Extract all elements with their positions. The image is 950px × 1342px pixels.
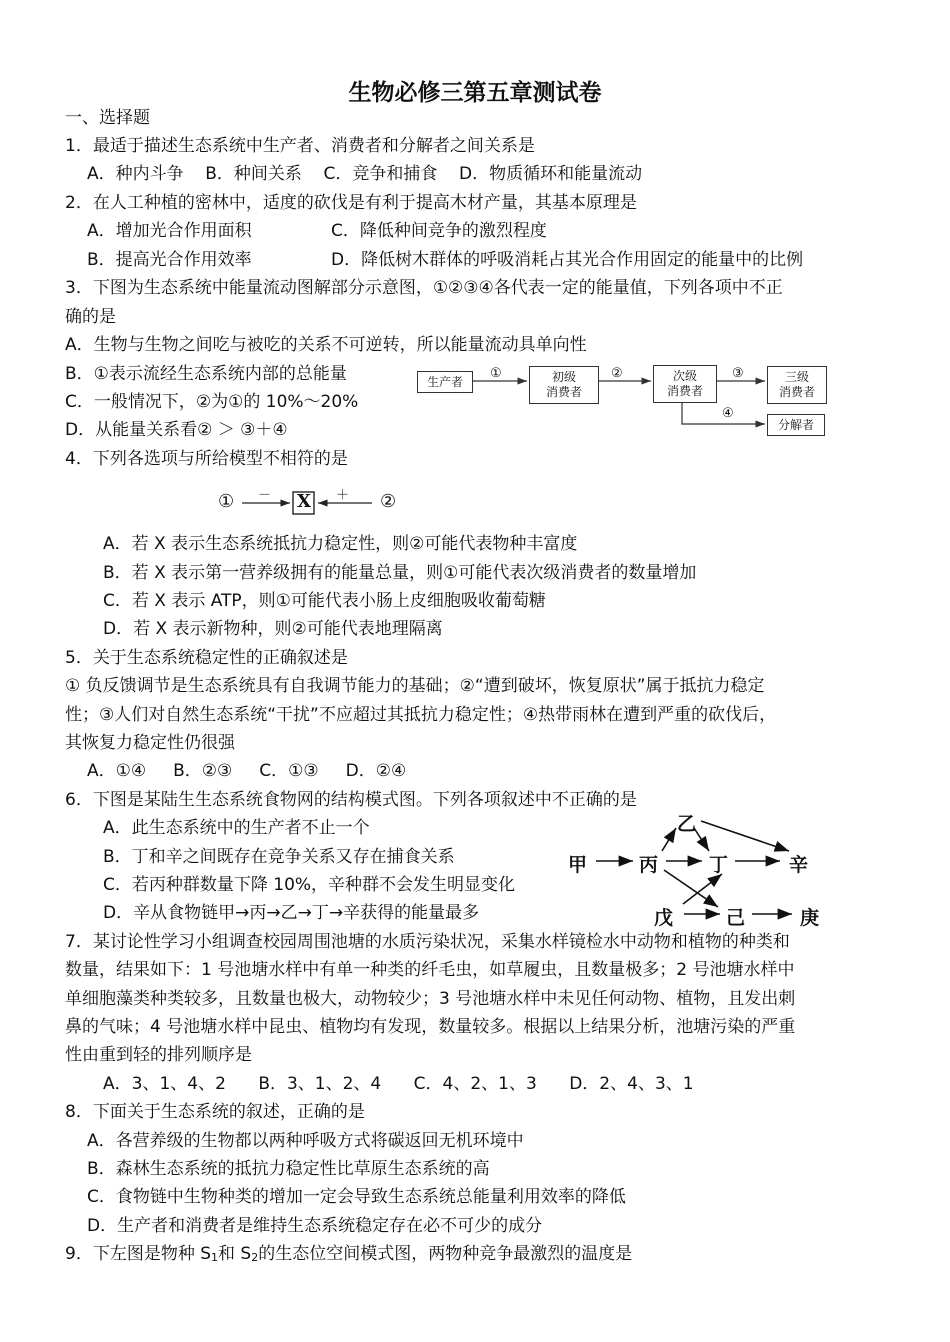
- q4-option-b: B．若 X 表示第一营养级拥有的能量总量，则①可能代表次级消费者的数量增加: [103, 563, 697, 583]
- food-web-node-xin: 辛: [789, 854, 809, 876]
- primary-consumer-box: 初级 消费者: [529, 366, 599, 404]
- q3-option-a: A．生物与生物之间吃与被吃的关系不可逆转，所以能量流动具单向性: [65, 335, 587, 355]
- q4-option-c: C．若 X 表示 ATP，则①可能代表小肠上皮细胞吸收葡萄糖: [103, 591, 546, 611]
- energy-label-1: ①: [490, 366, 502, 381]
- q1-options: A．种内斗争 B．种间关系 C．竞争和捕食 D．物质循环和能量流动: [87, 164, 643, 184]
- producer-box: 生产者: [417, 371, 473, 393]
- energy-label-2: ②: [611, 366, 623, 381]
- q2-option-a: A．增加光合作用面积: [87, 221, 252, 241]
- decomposer-box: 分解者: [767, 414, 825, 436]
- tertiary-consumer-box: 三级 消费者: [767, 366, 827, 404]
- q3-option-c: C．一般情况下，②为①的 10%～20%: [65, 392, 359, 412]
- q8-option-c: C．食物链中生物种类的增加一定会导致生态系统总能量利用效率的降低: [87, 1187, 626, 1207]
- model-factor-1: ①: [218, 491, 235, 512]
- q3-option-b: B．①表示流经生态系统内部的总能量: [65, 364, 347, 384]
- q7-line5: 性由重到轻的排列顺序是: [65, 1045, 252, 1065]
- q3-stem-line1: 3．下图为生态系统中能量流动图解部分示意图，①②③④各代表一定的能量值，下列各项中不正: [65, 278, 783, 298]
- q4-option-a: A．若 X 表示生态系统抵抗力稳定性，则②可能代表物种丰富度: [103, 534, 578, 554]
- q5-line3: 其恢复力稳定性仍很强: [65, 733, 235, 753]
- q8-option-d: D．生产者和消费者是维持生态系统稳定存在必不可少的成分: [87, 1216, 543, 1236]
- q6-option-d: D．辛从食物链甲→丙→乙→丁→辛获得的能量最多: [103, 903, 480, 923]
- q3-option-d: D．从能量关系看② ＞ ③＋④: [65, 420, 288, 440]
- model-x: X: [297, 491, 311, 512]
- food-web-node-wu: 戊: [654, 907, 674, 929]
- q7-options: A．3、1、4、2 B．3、1、2、4 C．4、2、1、3 D．2、4、3、1: [103, 1074, 694, 1094]
- q7-line4: 鼻的气味；4 号池塘水样中昆虫、植物均有发现，数量较多。根据以上结果分析，池塘污染的严重: [65, 1017, 796, 1037]
- q8-option-b: B．森林生态系统的抵抗力稳定性比草原生态系统的高: [87, 1159, 490, 1179]
- q2-stem: 2．在人工种植的密林中，适度的砍伐是有利于提高木材产量，其基本原理是: [65, 193, 637, 213]
- page-title: 生物必修三第五章测试卷: [348, 79, 602, 106]
- q8-stem: 8．下面关于生态系统的叙述，正确的是: [65, 1102, 365, 1122]
- q8-option-a: A．各营养级的生物都以两种呼吸方式将碳返回无机环境中: [87, 1131, 524, 1151]
- q5-stem: 5．关于生态系统稳定性的正确叙述是: [65, 648, 348, 668]
- q7-line3: 单细胞藻类种类较多，且数量也极大，动物较少；3 号池塘水样中未见任何动物、植物，且发出刺: [65, 989, 796, 1009]
- q2-option-c: C．降低种间竞争的激烈程度: [331, 221, 547, 241]
- food-web-node-ding: 丁: [709, 854, 729, 876]
- q5-line2: 性；③人们对自然生态系统“干扰”不应超过其抵抗力稳定性；④热带雨林在遭到严重的砍伐后，: [65, 705, 777, 725]
- q6-option-c: C．若丙种群数量下降 10%，辛种群不会发生明显变化: [103, 875, 516, 895]
- q9-sub-1: 1: [211, 1251, 219, 1264]
- secondary-consumer-box: 次级 消费者: [653, 365, 717, 403]
- food-web-node-yi: 乙: [677, 813, 697, 835]
- q4-option-d: D．若 X 表示新物种，则②可能代表地理隔离: [103, 619, 443, 639]
- q6-stem: 6．下图是某陆生生态系统食物网的结构模式图。下列各项叙述中不正确的是: [65, 790, 637, 810]
- q5-options: A．①④ B．②③ C．①③ D．②④: [87, 761, 407, 781]
- q3-stem-line2: 确的是: [65, 307, 116, 327]
- energy-label-4: ④: [722, 406, 734, 421]
- q7-line2: 数量，结果如下：1 号池塘水样中有单一种类的纤毛虫，如草履虫，且数量极多；2 号池塘水样中: [65, 960, 795, 980]
- food-web-node-jia: 甲: [568, 854, 588, 876]
- food-web-node-geng: 庚: [800, 907, 820, 929]
- q7-line1: 7．某讨论性学习小组调查校园周围池塘的水质污染状况，采集水样镜检水中动物和植物的种类和: [65, 932, 790, 952]
- q5-line1: ① 负反馈调节是生态系统具有自我调节能力的基础；②“遭到破坏，恢复原状”属于抵抗力稳定: [65, 676, 765, 696]
- food-web-node-ji: 己: [726, 907, 746, 929]
- q2-option-b: B．提高光合作用效率: [87, 250, 252, 270]
- q6-option-b: B．丁和辛之间既存在竞争关系又存在捕食关系: [103, 847, 455, 867]
- food-web-node-bing: 丙: [639, 854, 659, 876]
- q9-stem: 9．下左图是物种 $S_1$和 $S_2$的生态位空间模式图，两物种竞争最激烈的温度是: [65, 1244, 633, 1264]
- q4-stem: 4．下列各选项与所给模型不相符的是: [65, 449, 348, 469]
- model-minus: －: [258, 488, 272, 503]
- q6-option-a: A．此生态系统中的生产者不止一个: [103, 818, 370, 838]
- q9-sub-2: 2: [251, 1251, 259, 1264]
- model-plus: ＋: [336, 488, 350, 503]
- section-heading: 一、选择题: [65, 108, 150, 128]
- q1-stem: 1．最适于描述生态系统中生产者、消费者和分解者之间关系是: [65, 136, 535, 156]
- q2-option-d: D．降低树木群体的呼吸消耗占其光合作用固定的能量中的比例: [331, 250, 804, 270]
- energy-label-3: ③: [732, 366, 744, 381]
- model-factor-2: ②: [380, 491, 397, 512]
